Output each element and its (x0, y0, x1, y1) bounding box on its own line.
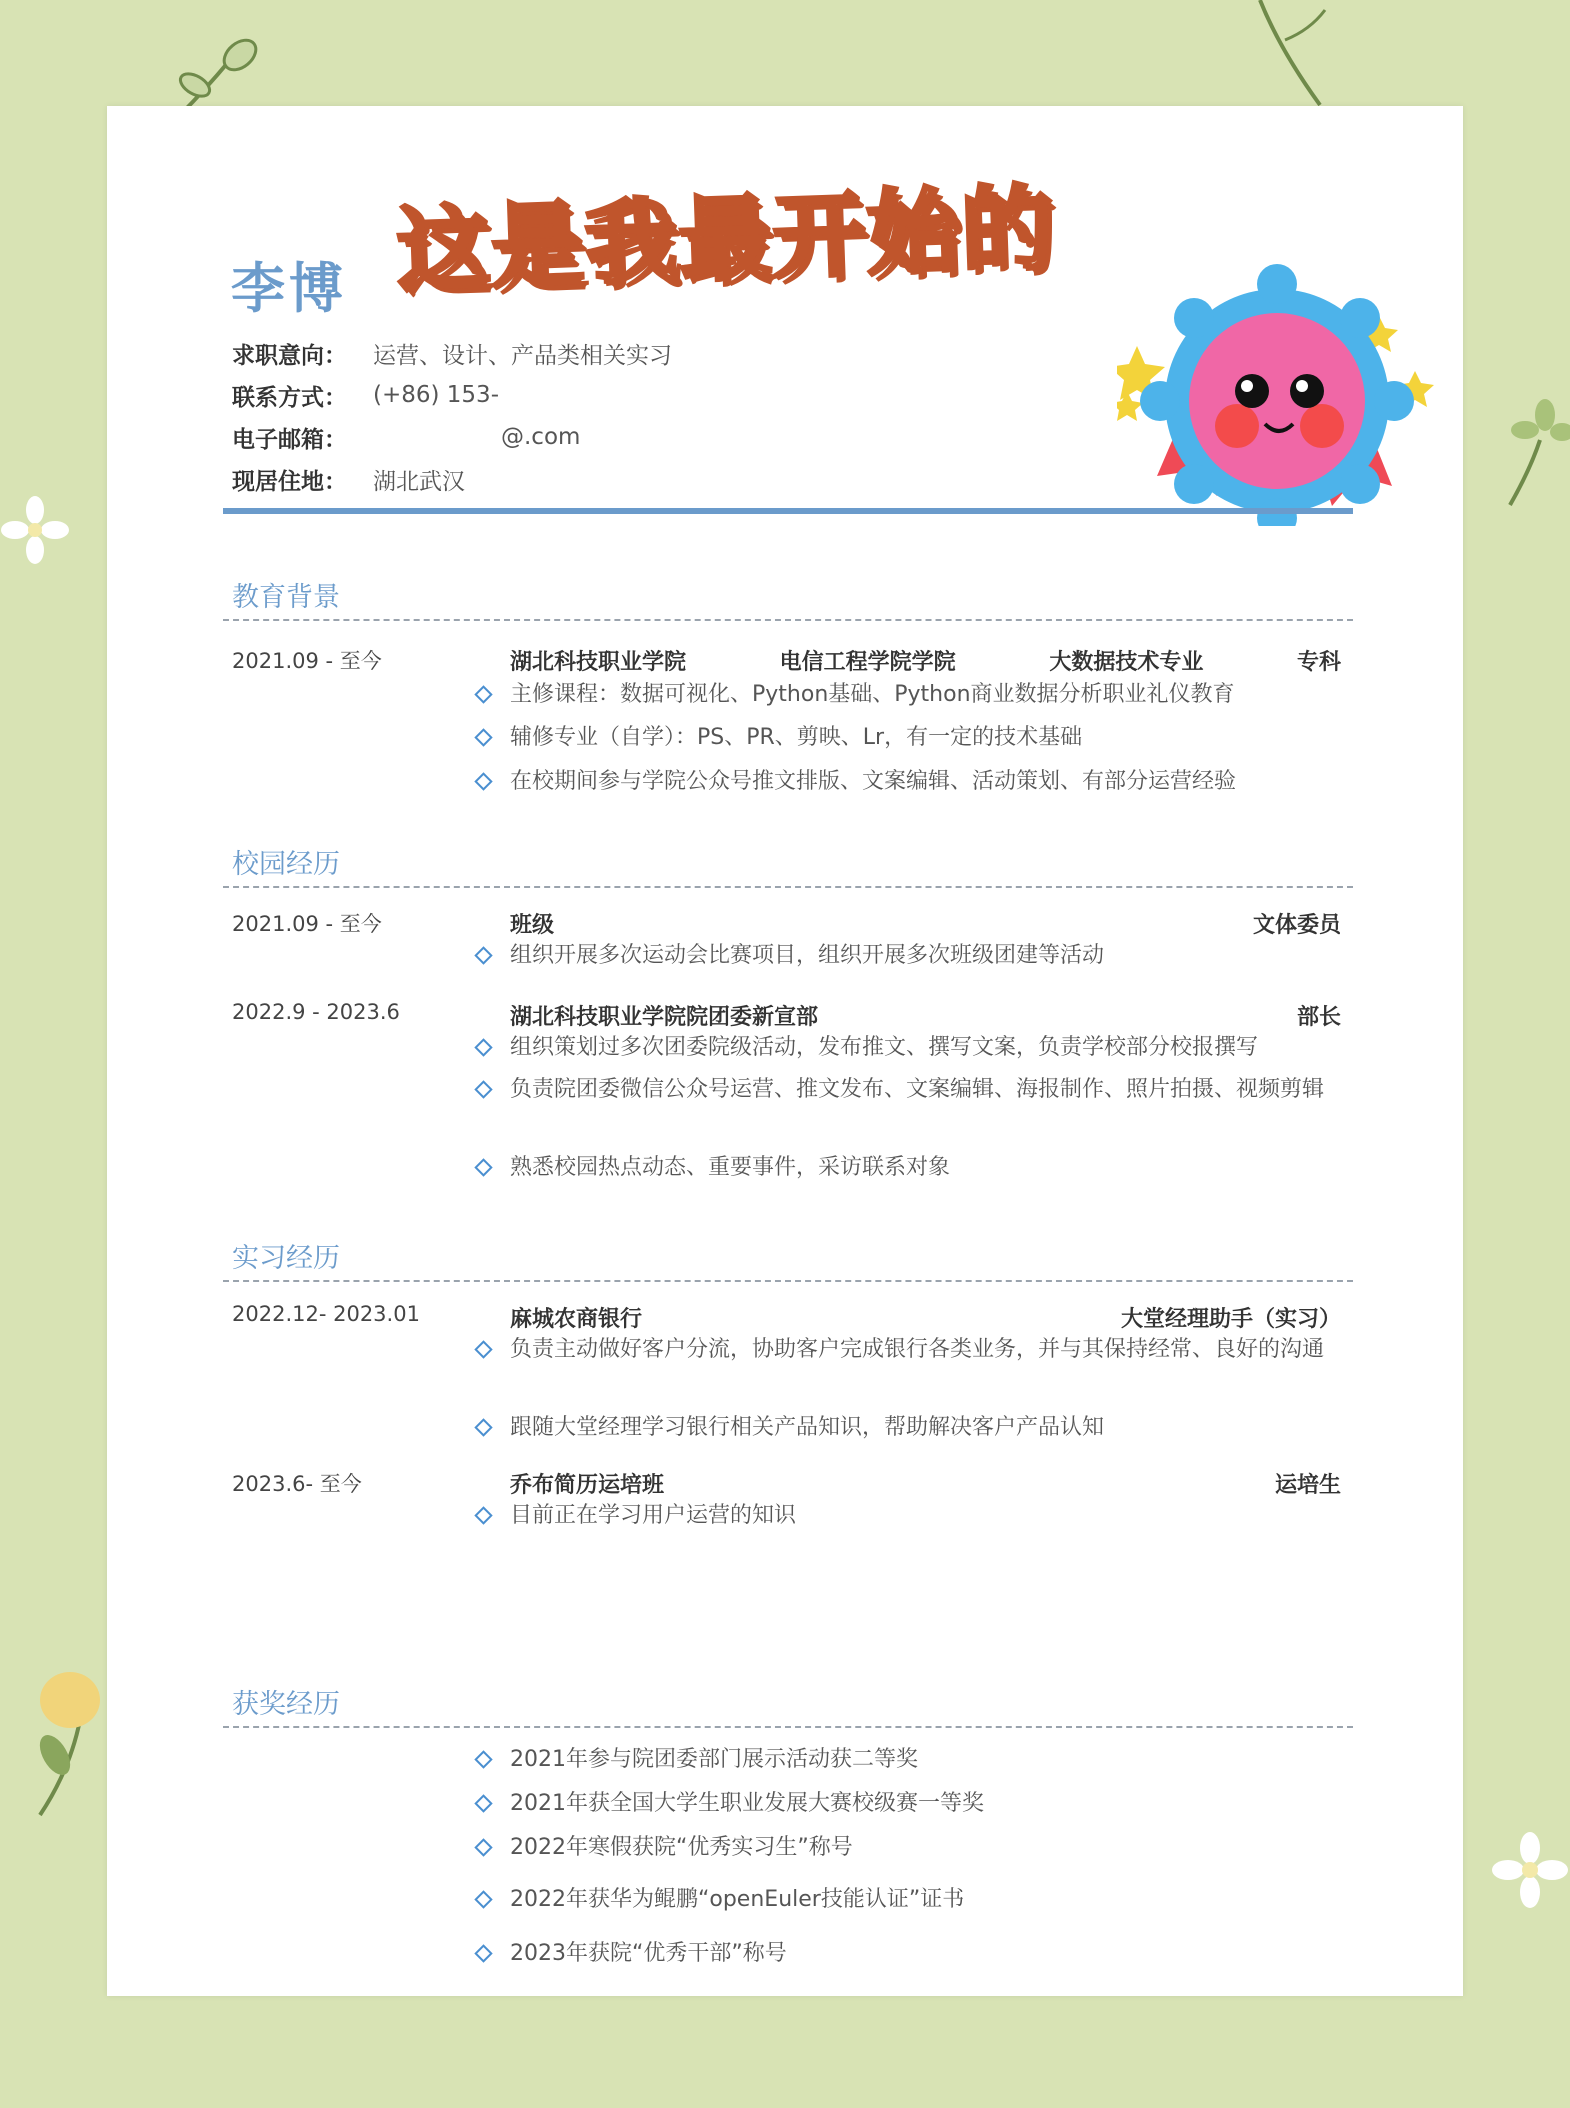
internship-entry (223, 1302, 1353, 1462)
diamond-bullet-icon (474, 946, 492, 964)
internship-section (223, 1240, 1353, 1660)
header-divider (223, 508, 1353, 514)
section-title: 实习经历 (232, 1243, 340, 1274)
diamond-bullet-icon (474, 1890, 492, 1908)
list-item-text: 熟悉校园热点动态、重要事件，采访联系对象 (510, 1155, 951, 1180)
info-row-job-intent (232, 332, 672, 374)
info-row-phone (232, 374, 672, 416)
diamond-bullet-icon (474, 1158, 492, 1176)
list-item-text: 组织策划过多次团委院级活动，发布推文、撰写文案，负责学校部分校报撰写 (510, 1035, 1259, 1060)
diamond-bullet-icon (474, 1418, 492, 1436)
diamond-bullet-icon (474, 1794, 492, 1812)
college-name: 电信工程学院学院 (779, 650, 956, 675)
organization-name: 班级 (510, 913, 555, 938)
entry-heading (510, 1468, 1341, 1499)
entry-heading (510, 908, 1341, 939)
list-item-text: 主修课程：数据可视化、Python基础、Python商业数据分析职业礼仪教育 (510, 682, 1235, 707)
entry-heading (510, 645, 1341, 676)
organization-name: 乔布简历运培班 (510, 1473, 665, 1498)
degree-level: 专科 (1296, 650, 1341, 675)
section-title: 校园经历 (232, 849, 340, 880)
organization-name: 麻城农商银行 (510, 1307, 643, 1332)
list-item-text: 2022年寒假获院“优秀实习生”称号 (510, 1835, 853, 1860)
awards-section (223, 1686, 1353, 1976)
banner-title: 这是我最开始的 (395, 174, 1057, 305)
diamond-bullet-icon (474, 1944, 492, 1962)
list-item-text: 组织开展多次运动会比赛项目，组织开展多次班级团建等活动 (510, 943, 1105, 968)
section-divider (223, 619, 1353, 621)
role-title: 部长 (1296, 1005, 1341, 1030)
white-flower-icon (0, 495, 70, 565)
entry-date: 2021.09 - 至今 (232, 649, 382, 673)
medal-badge-icon (1117, 186, 1447, 526)
info-value: @.com (501, 424, 581, 450)
diamond-bullet-icon (474, 1750, 492, 1768)
list-item-text: 在校期间参与学院公众号推文排版、文案编辑、活动策划、有部分运营经验 (510, 769, 1237, 794)
role-title: 文体委员 (1252, 913, 1341, 938)
list-item-text: 2023年获院“优秀干部”称号 (510, 1941, 787, 1966)
info-label: 求职意向： (232, 342, 347, 369)
role-title: 大堂经理助手（实习） (1120, 1307, 1341, 1332)
organization-name: 湖北科技职业学院院团委新宣部 (510, 1005, 819, 1030)
flower-sprig-icon (1500, 390, 1570, 510)
campus-entry (223, 1000, 1353, 1260)
list-item-text: 2021年获全国大学生职业发展大赛校级赛一等奖 (510, 1791, 984, 1816)
section-divider (223, 886, 1353, 888)
info-value: (+86) 153- (373, 382, 499, 408)
diamond-bullet-icon (474, 1080, 492, 1098)
section-divider (223, 1726, 1353, 1728)
info-row-location (232, 458, 672, 500)
info-row-email (232, 416, 672, 458)
section-title: 教育背景 (232, 582, 340, 613)
entry-heading (510, 1302, 1341, 1333)
internship-entry (223, 1468, 1353, 1558)
list-item-text: 辅修专业（自学）：PS、PR、剪映、Lr，有一定的技术基础 (510, 725, 1083, 750)
diamond-bullet-icon (474, 1038, 492, 1056)
info-label: 电子邮箱： (232, 426, 347, 453)
contact-info (232, 332, 672, 500)
entry-heading (510, 1000, 1341, 1031)
diamond-bullet-icon (474, 1838, 492, 1856)
candidate-name: 李博 (231, 257, 347, 320)
diamond-bullet-icon (474, 685, 492, 703)
entry-date: 2021.09 - 至今 (232, 912, 382, 936)
list-item-text: 负责主动做好客户分流，协助客户完成银行各类业务，并与其保持经常、良好的沟通 (510, 1337, 1325, 1362)
school-name: 湖北科技职业学院 (510, 650, 687, 675)
campus-entry (223, 908, 1353, 998)
list-item-text: 跟随大堂经理学习银行相关产品知识，帮助解决客户产品认知 (510, 1415, 1105, 1440)
yellow-bell-flower-icon (30, 1660, 110, 1820)
section-title: 获奖经历 (232, 1689, 340, 1720)
branch-icon (1240, 0, 1340, 110)
major-name: 大数据技术专业 (1049, 650, 1204, 675)
info-value: 湖北武汉 (373, 468, 465, 495)
role-title: 运培生 (1274, 1473, 1341, 1498)
entry-date: 2022.12- 2023.01 (232, 1302, 420, 1326)
resume-page (107, 106, 1463, 1996)
list-item-text: 目前正在学习用户运营的知识 (510, 1503, 797, 1528)
diamond-bullet-icon (474, 772, 492, 790)
diamond-bullet-icon (474, 728, 492, 746)
entry-date: 2023.6- 至今 (232, 1472, 362, 1496)
diamond-bullet-icon (474, 1340, 492, 1358)
entry-date: 2022.9 - 2023.6 (232, 1000, 400, 1024)
white-flower-icon (1490, 1830, 1570, 1910)
list-item-text: 2022年获华为鲲鹏“openEuler技能认证”证书 (510, 1887, 965, 1912)
list-item-text: 2021年参与院团委部门展示活动获二等奖 (510, 1747, 918, 1772)
list-item-text: 负责院团委微信公众号运营、推文发布、文案编辑、海报制作、照片拍摄、视频剪辑 (510, 1077, 1325, 1102)
section-divider (223, 1280, 1353, 1282)
diamond-bullet-icon (474, 1506, 492, 1524)
campus-section (223, 846, 1353, 1296)
info-value: 运营、设计、产品类相关实习 (373, 342, 672, 369)
info-label: 联系方式： (232, 384, 347, 411)
info-label: 现居住地： (232, 468, 347, 495)
